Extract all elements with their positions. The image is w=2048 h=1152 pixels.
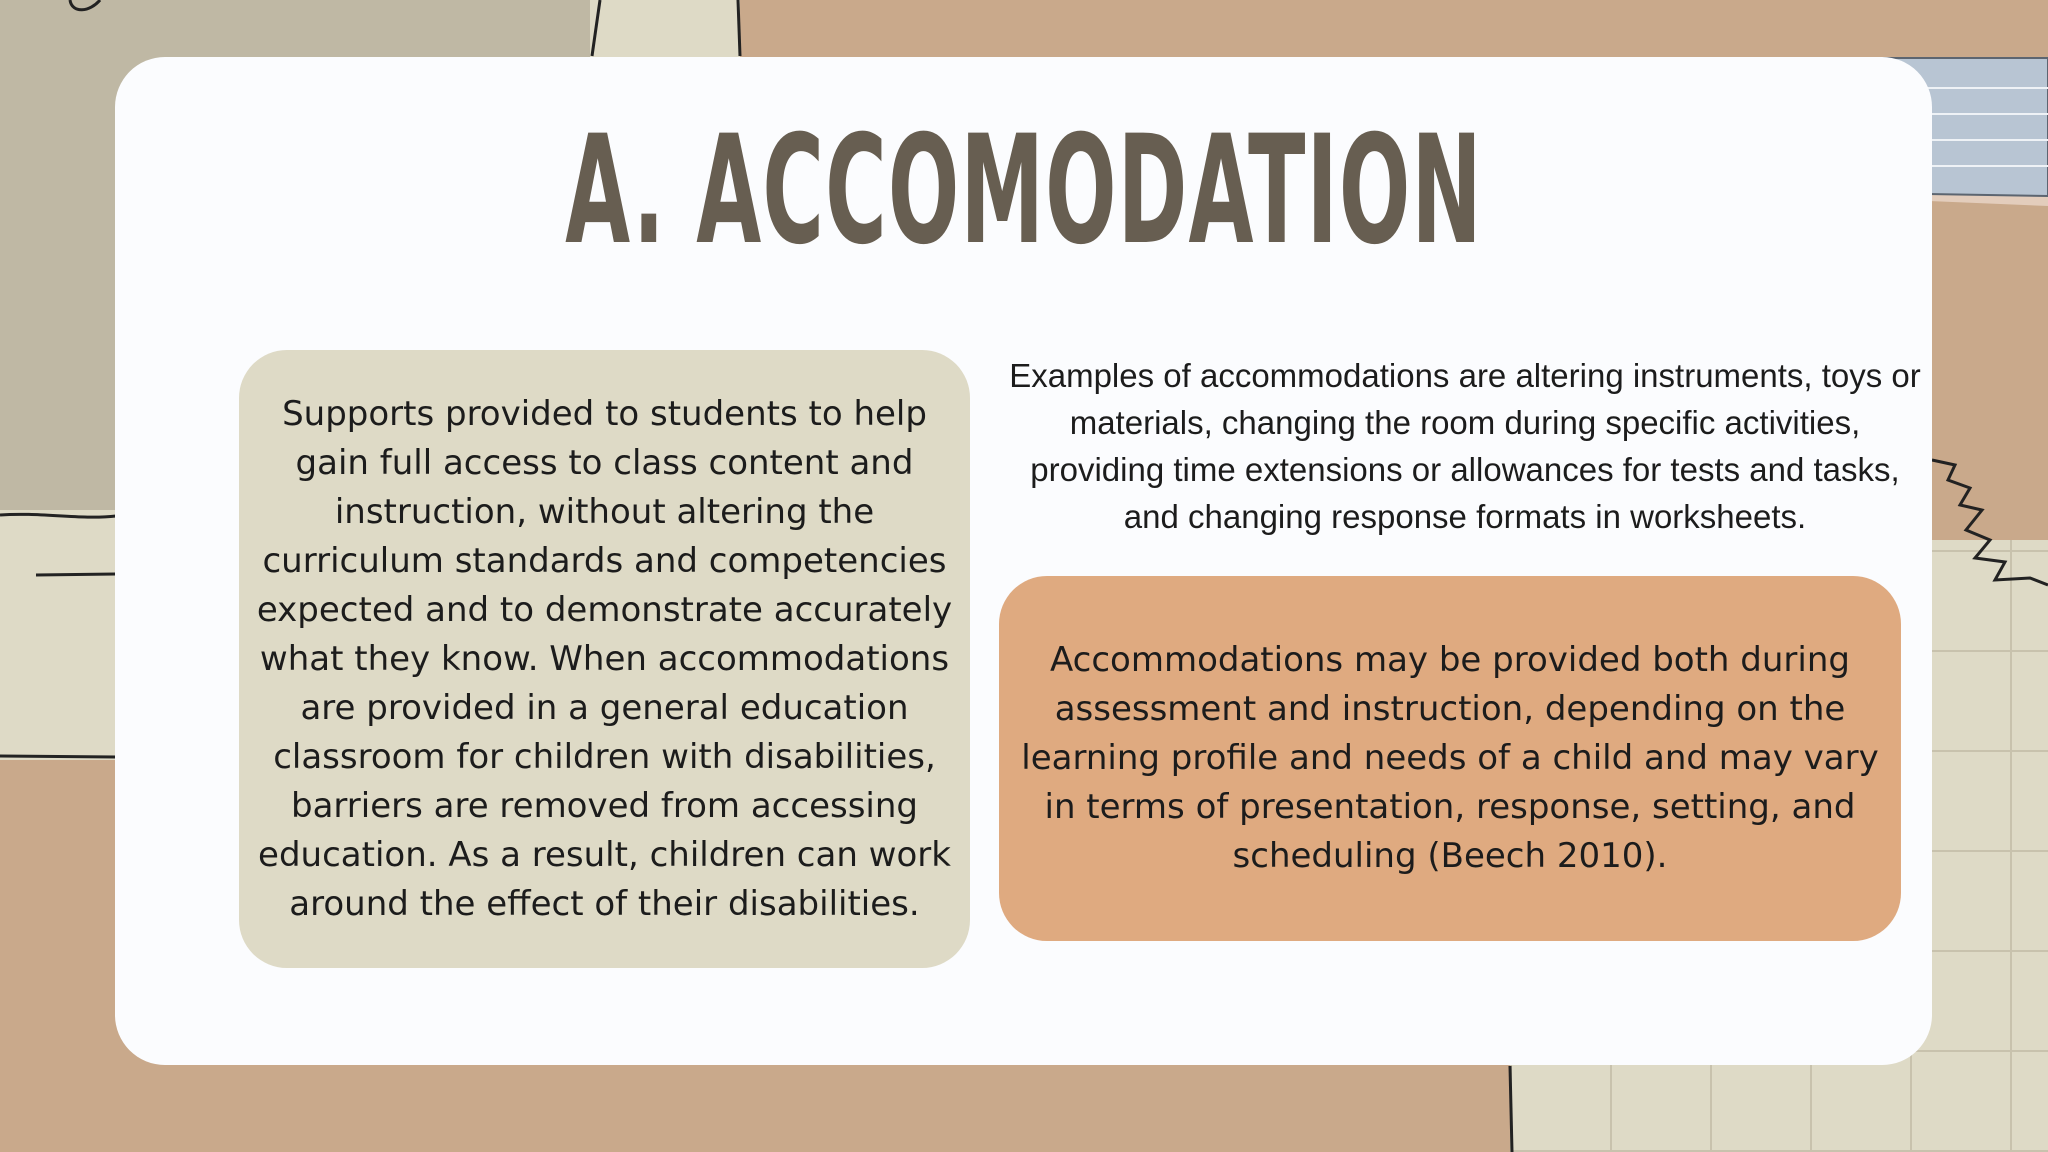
definition-text: Supports provided to students to help gain full access to class content and instruction, without altering the curriculum standards and competencies expected and to demonstrate accurately what they know. When accommodations are provided in a general education classroom for children with disabilities, barriers are removed from accessing education. As a result, children can work around the effect of their disabilities.: [256, 393, 953, 924]
note-box: [999, 576, 1901, 941]
examples-text: Examples of accommodations are altering instruments, toys or materials, changing the room during specific activities, providing time extensions or allowances for tests and tasks, and changing response formats in worksheets.: [1009, 357, 1921, 535]
definition-box: [239, 350, 970, 968]
note-text: Accommodations may be provided both during assessment and instruction, depending on the learning profile and needs of a child and may vary in terms of presentation, response, setting, and scheduling (Beech 2010).: [1021, 640, 1879, 876]
slide-title: A. ACCOMODATION: [565, 104, 1483, 278]
